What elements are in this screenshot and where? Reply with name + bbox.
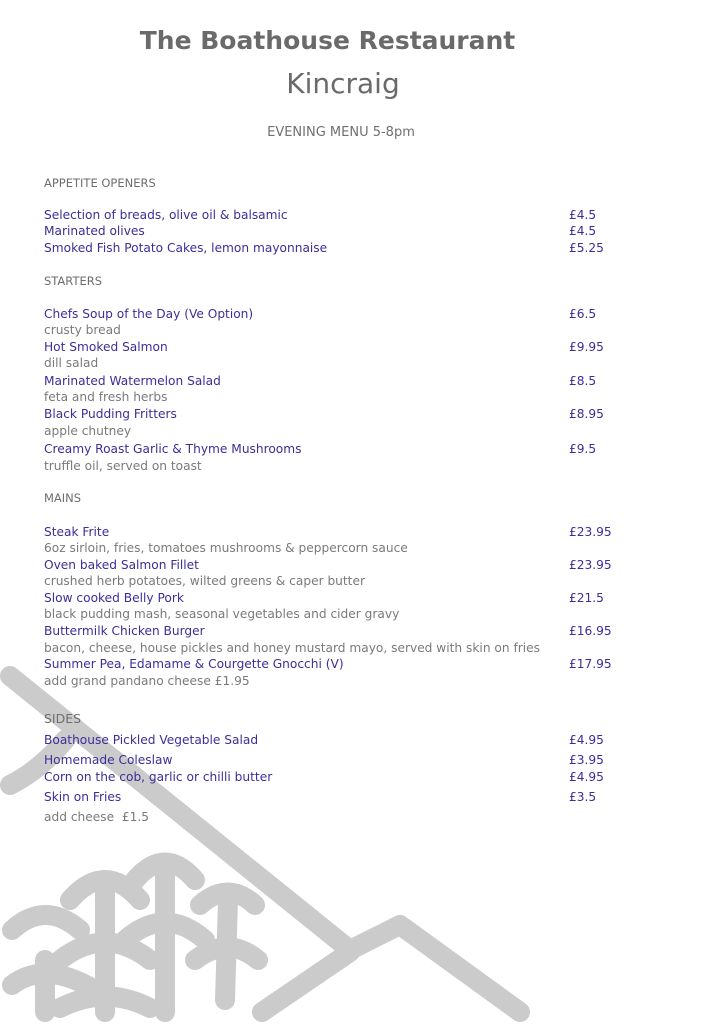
menu-item-description: bacon, cheese, house pickles and honey mustard mayo, served with skin on fries [44,641,541,655]
section-heading: SIDES [44,711,82,726]
menu-item-description: black pudding mash, seasonal vegetables and cider gravy [44,607,400,621]
menu-item-name: Marinated olives [44,224,145,238]
menu-item-price: £4.95 [569,770,604,784]
menu-item-name: Buttermilk Chicken Burger [44,624,205,638]
menu-item-name: Slow cooked Belly Pork [44,591,184,605]
menu-item-price: £8.95 [569,407,604,421]
menu-item-description: dill salad [44,356,99,370]
menu-item-description: truffle oil, served on toast [44,459,202,473]
menu-item-name: Marinated Watermelon Salad [44,374,221,388]
menu-item-price: £4.95 [569,733,604,747]
menu-item-name: Steak Frite [44,525,110,539]
menu-item-description: apple chutney [44,424,132,438]
menu-item-price: £3.95 [569,753,604,767]
menu-item-price: £4.5 [569,224,597,238]
menu-item-name: Black Pudding Fritters [44,407,177,421]
menu-item-description: crushed herb potatoes, wilted greens & caper butter [44,574,365,588]
menu-item-name: Corn on the cob, garlic or chilli butter [44,770,273,784]
menu-item-price: £6.5 [569,307,597,321]
menu-item-name: Hot Smoked Salmon [44,340,168,354]
menu-item-price: £16.95 [569,624,612,638]
menu-item-description: feta and fresh herbs [44,390,168,404]
location-subtitle: Kincraig [286,67,400,100]
section-heading: APPETITE OPENERS [44,176,156,190]
menu-item-price: £8.5 [569,374,597,388]
menu-item-description: add grand pandano cheese £1.95 [44,674,250,688]
menu-item-price: £5.25 [569,241,604,255]
menu-item-price: £23.95 [569,558,612,572]
menu-item-name: Skin on Fries [44,790,122,804]
menu-item-name: Oven baked Salmon Fillet [44,558,199,572]
restaurant-name: The Boathouse Restaurant [139,26,516,55]
menu-item-price: £23.95 [569,525,612,539]
menu-item-price: £17.95 [569,657,612,671]
menu-item-description: crusty bread [44,323,121,337]
menu-item-price: £9.5 [569,442,597,456]
menu-item-name: Boathouse Pickled Vegetable Salad [44,733,259,747]
section-heading: MAINS [44,491,82,505]
menu-item-description: 6oz sirloin, fries, tomatoes mushrooms & peppercorn sauce [44,541,408,555]
menu-item-name: Homemade Coleslaw [44,753,173,767]
menu-item-price: £21.5 [569,591,604,605]
menu-item-name: Summer Pea, Edamame & Courgette Gnocchi (V) [44,657,344,671]
menu-item-price: £4.5 [569,208,597,222]
menu-item-name: Creamy Roast Garlic & Thyme Mushrooms [44,442,302,456]
section-heading: STARTERS [44,274,103,288]
menu-item-description: add cheese £1.5 [44,810,149,824]
menu-name: EVENING MENU 5-8pm [267,125,415,140]
menu-item-name: Selection of breads, olive oil & balsamic [44,208,288,222]
menu-item-name: Chefs Soup of the Day (Ve Option) [44,307,254,321]
menu-item-price: £3.5 [569,790,597,804]
menu-item-name: Smoked Fish Potato Cakes, lemon mayonnaise [44,241,328,255]
menu-item-price: £9.95 [569,340,604,354]
